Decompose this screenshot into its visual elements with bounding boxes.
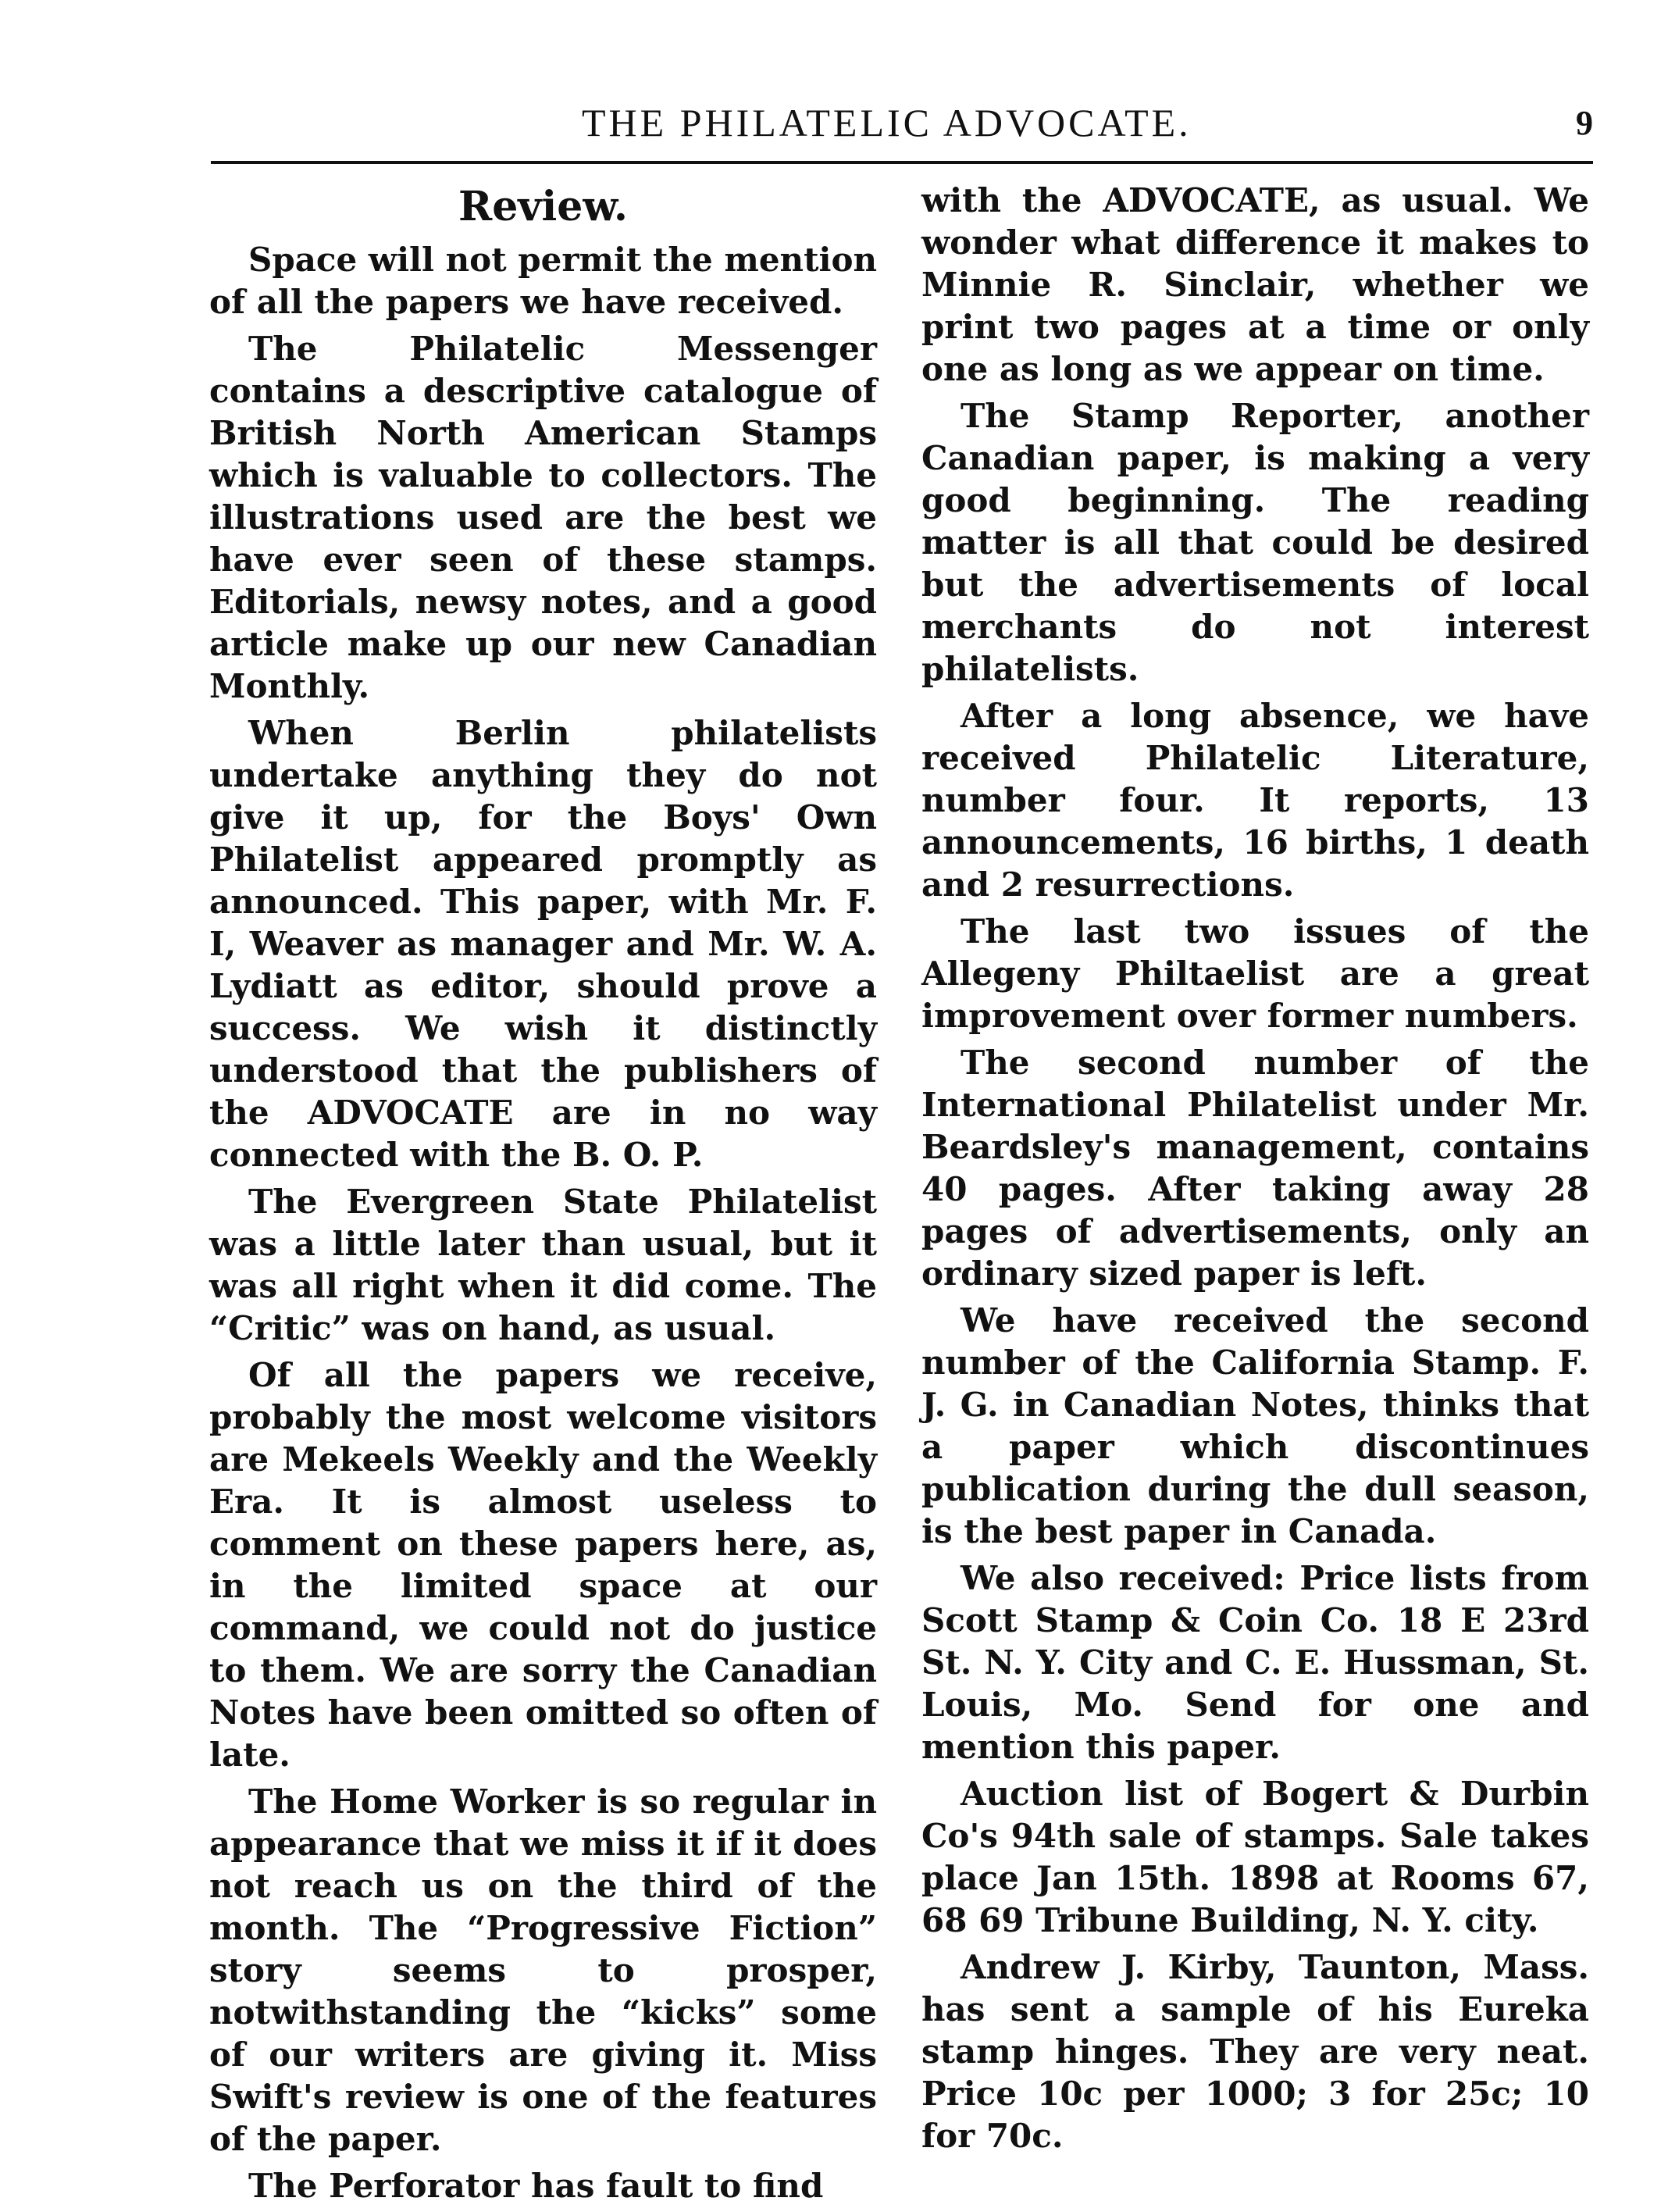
paragraph: The Evergreen State Philatelist was a little later than usual, but it was all right when it did come. The “Critic” was on hand, as usual. bbox=[209, 1183, 877, 1347]
paragraph: After a long absence, we have received Philatelic Literature, number four. It reports, 13 announcements, 16 births, 1 death and 2 resurrections. bbox=[921, 697, 1589, 904]
running-title: THE PHILATELIC ADVOCATE. bbox=[582, 101, 1192, 144]
paragraph: The Philatelic Messenger contains a descriptive catalogue of British North American Stamps which is valuable to collectors. The illustrations used are the best we have ever seen of these stamps. Editorials, newsy notes, and a good article make up our new Canadian Monthly. bbox=[209, 330, 877, 705]
paragraph: Space will not permit the mention of all the papers we have received. bbox=[209, 241, 877, 321]
page-header bbox=[211, 100, 1593, 162]
paragraph: When Berlin philatelists undertake anything they do not give it up, for the Boys' Own Philatelist appeared promptly as announced. This paper, with Mr. F. I, Weaver as manager and Mr. W. A. Lydiatt as editor, should prove a success. We wish it distinctly understood that the publishers of the ADVOCATE are in no way connected with the B. O. P. bbox=[209, 714, 877, 1174]
page-number: 9 bbox=[1576, 104, 1593, 142]
paragraph: The Home Worker is so regular in appearance that we miss it if it does not reach us on the third of the month. The “Progressive Fiction” story seems to prosper, notwithstanding the “kicks” some of our writers are giving it. Miss Swift's review is one of the features of the paper. bbox=[209, 1782, 877, 2158]
paragraph: We have received the second number of the California Stamp. F. J. G. in Canadian Notes, thinks that a paper which discontinues publication during the dull season, is the best paper in Canada. bbox=[921, 1301, 1589, 1550]
left-column bbox=[209, 180, 877, 2212]
paragraph: The Perforator has fault to find bbox=[248, 2167, 824, 2205]
paragraph: The Stamp Reporter, another Canadian paper, is making a very good beginning. The reading matter is all that could be desired but the advertisements of local merchants do not interest philatelists. bbox=[921, 397, 1589, 688]
right-column bbox=[921, 180, 1589, 2162]
paragraph: The second number of the International Philatelist under Mr. Beardsley's management, contains 40 pages. After taking away 28 pages of advertisements, only an ordinary sized paper is left. bbox=[921, 1044, 1589, 1293]
continued-paragraph: with the ADVOCATE, as usual. We wonder what difference it makes to Minnie R. Sinclair, whether we print two pages at a time or only one as long as we appear on time. bbox=[921, 181, 1589, 388]
paragraph: We also received: Price lists from Scott Stamp & Coin Co. 18 E 23rd St. N. Y. City and C. E. Hussman, St. Louis, Mo. Send for one and mention this paper. bbox=[921, 1559, 1589, 1766]
header-rule bbox=[211, 161, 1593, 164]
paragraph: Andrew J. Kirby, Taunton, Mass. has sent a sample of his Eureka stamp hinges. They are very neat. Price 10c per 1000; 3 for 25c; 10 for 70c. bbox=[921, 1948, 1589, 2155]
paragraph: Auction list of Bogert & Durbin Co's 94th sale of stamps. Sale takes place Jan 15th. 1898 at Rooms 67, 68 69 Tribune Building, N. Y. city. bbox=[921, 1775, 1589, 1939]
review-heading: Review. bbox=[458, 183, 628, 230]
paragraph: The last two issues of the Allegeny Philtaelist are a great improvement over former numbers. bbox=[921, 912, 1589, 1035]
paragraph: Of all the papers we receive, probably the most welcome visitors are Mekeels Weekly and the Weekly Era. It is almost useless to comment on these papers here, as, in the limited space at our command, we could not do justice to them. We are sorry the Canadian Notes have been omitted so often of late. bbox=[209, 1356, 877, 1774]
